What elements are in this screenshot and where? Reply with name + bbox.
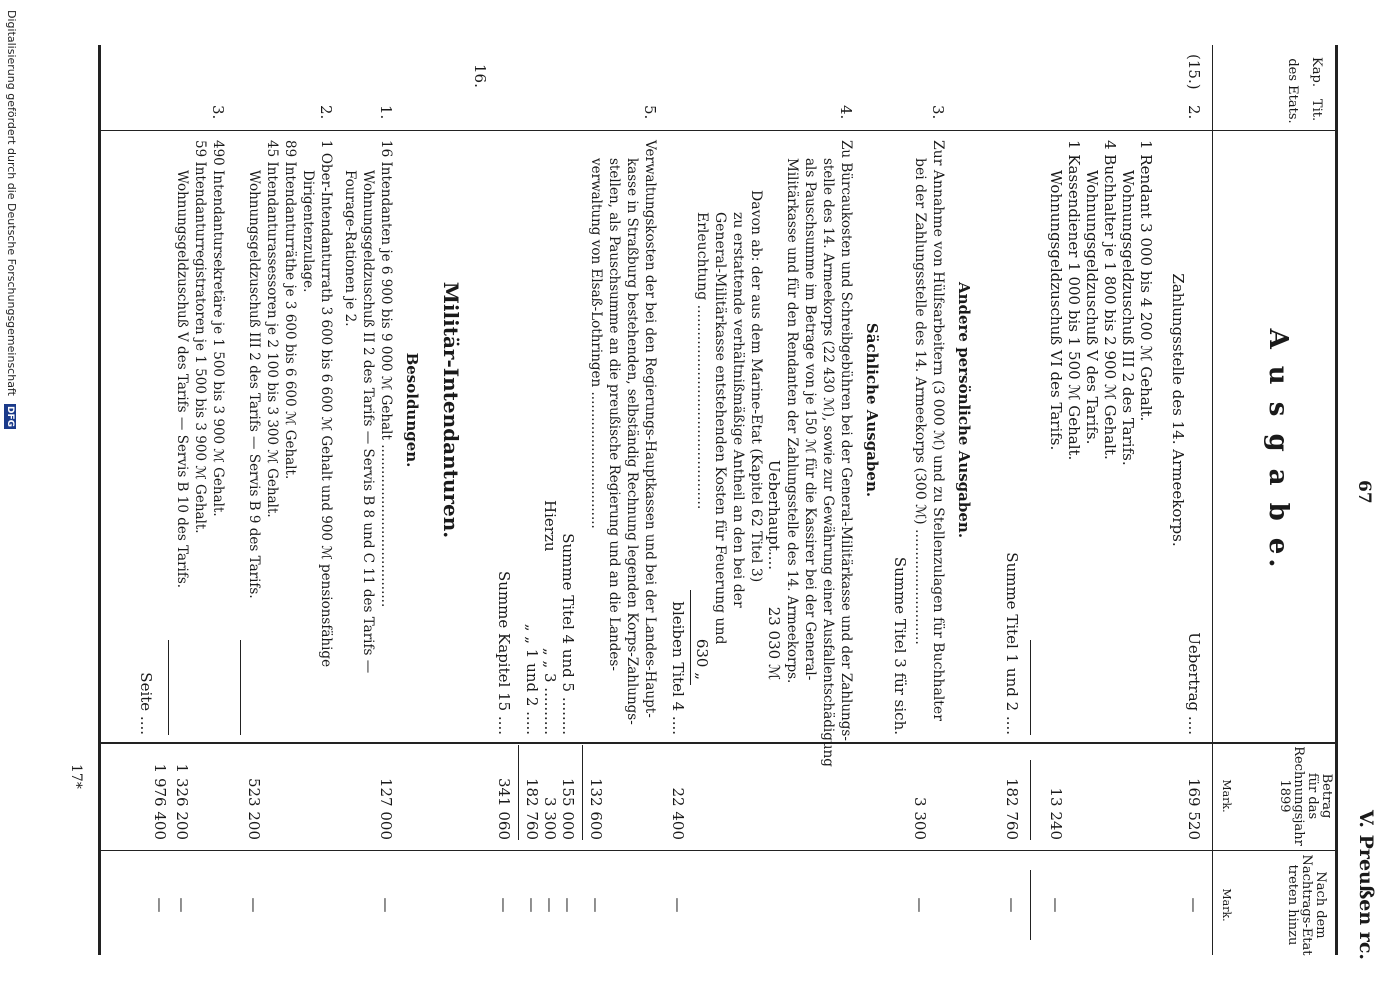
amount-nachtrag: —: [377, 897, 395, 913]
amount-1899: 127 000: [377, 777, 395, 840]
item-line: 490 Intendantursekretäre je 1 500 bis 3 900 ℳ Gehalt.: [210, 140, 226, 517]
amount-1899: 182 760: [1003, 777, 1021, 840]
item-line: Dirigentenzulage.: [300, 170, 316, 293]
item-line: 1 Kassendiener 1 000 bis 1 500 ℳ Gehalt.: [1065, 140, 1083, 461]
amount-1899: 3 300: [911, 797, 929, 840]
amount-nachtrag: —: [495, 897, 513, 913]
section-heading: Zahlungsstelle des 14. Armeekorps.: [1169, 273, 1187, 547]
amount-nachtrag: —: [1185, 897, 1203, 913]
bottom-rule: [98, 45, 101, 955]
sheet-signature: 17*: [68, 764, 84, 789]
amount-1899: 169 520: [1185, 777, 1203, 840]
col-rule-nachtrag: [101, 850, 1338, 851]
hierzu-label: Hierzu: [541, 500, 559, 552]
amount-nachtrag: —: [245, 897, 263, 913]
item-line: bei der Zahlungsstelle des 14. Armeekorps (300 ℳ) ..........................: [912, 158, 928, 645]
amount-1899: 3 300: [541, 797, 559, 840]
sum-label: „ „ 3 ..........: [541, 647, 559, 735]
section-heading: Andere persönliche Ausgaben.: [955, 281, 973, 539]
col-head-nach-dem: Nach dem: [1313, 871, 1328, 939]
item-line: Wohnungsgeldzuschuß V des Tarifs — Servis B 10 des Tarifs.: [174, 170, 190, 589]
amount-1899: 22 400: [669, 787, 687, 840]
sum-label: Summe Kapitel 15 ....: [495, 571, 513, 735]
item-line: 45 Intendanturassessoren je 2 100 bis 3 300 ℳ Gehalt.: [264, 140, 280, 518]
item-line: Fourage-Rationen je 2.: [342, 170, 358, 327]
amount-1899: 1 976 400: [151, 763, 169, 840]
item-line: Wohnungsgeldzuschuß II 2 des Tarifs — Servis B 8 und C 11 des Tarifs —: [360, 170, 376, 674]
sum-rule: [240, 640, 241, 735]
col-head-mark-2: Mark.: [1220, 888, 1233, 922]
item-line: 16 Intendanten je 6 900 bis 9 000 ℳ Gehalt ......................................: [378, 140, 394, 608]
sum-label: Summe Titel 4 und 5 ........: [559, 533, 577, 735]
amount-1899: 155 000: [559, 777, 577, 840]
amount-nachtrag: —: [151, 897, 169, 913]
dfg-logo: DFG: [5, 406, 15, 428]
overall-amount: 23 030 ℳ: [765, 606, 783, 680]
amount-1899: 132 600: [587, 777, 605, 840]
col-head-kap: Kap.: [1309, 57, 1324, 87]
section-heading: Sächliche Ausgaben.: [863, 322, 881, 498]
top-rule: [1335, 45, 1338, 955]
item-line: Wohnungsgeldzuschuß III 2 des Tarifs — Servis B 9 des Tarifs.: [246, 170, 262, 599]
item-line: als Pauschsumme im Betrage von je 150 ℳ für die Kassirer bei der General-: [802, 158, 818, 681]
col-head-treten-hinzu: treten hinzu: [1285, 864, 1300, 946]
amount-nachtrag: —: [523, 897, 541, 913]
amount-nachtrag: —: [541, 897, 559, 913]
item-line: Wohnungsgeldzuschuß III 2 des Tarifs.: [1119, 170, 1137, 466]
col-head-des-etats: des Etats.: [1285, 58, 1300, 124]
sum-rule: [518, 745, 519, 840]
page-total-label: Seite ....: [137, 672, 155, 735]
remain-label: bleiben Titel 4 ....: [669, 601, 687, 735]
item-line: Zu Bürcaukosten und Schreibgebühren bei der General-Militärkasse und der Zahlungs-: [838, 140, 854, 741]
item-line: Verwaltungskosten der bei den Regierungs-Hauptkassen und bei der Landes-Haupt-: [642, 140, 658, 718]
col-head-nachtrags-etat: Nachtrags-Etat: [1299, 854, 1314, 956]
col-head-fuer-das: für das: [1305, 772, 1320, 820]
col-rule-kap: [101, 130, 1338, 131]
sum-rule: [168, 640, 169, 735]
item-line: Davon ab: der aus dem Marine-Etat (Kapitel 62 Titel 3): [748, 190, 764, 583]
item-line: 1 Rendant 3 000 bis 4 200 ℳ Gehalt.: [1137, 140, 1155, 422]
item-line: Erleuchtung ..............................................: [694, 212, 710, 510]
sum-label: Summe Titel 3 für sich.: [891, 556, 909, 735]
sum-rule: [1030, 760, 1031, 840]
section-heading: Besoldungen.: [403, 352, 421, 468]
item-line: kasse in Straßburg bestehenden, selbständig Rechnung legenden Korps-Zahlungs-: [624, 158, 640, 725]
digitization-line: [7, 10, 23, 990]
col-rule-betrag: [101, 742, 1338, 744]
sum-label: Summe Titel 1 und 2 ....: [1003, 552, 1021, 735]
tit-number: 5.: [641, 105, 659, 120]
amount-nachtrag: —: [669, 897, 687, 913]
item-line: 59 Intendanturregistratoren je 1 500 bis 3 900 ℳ Gehalt.: [192, 140, 208, 534]
col-head-mark-1: Mark.: [1220, 779, 1233, 813]
sum-rule: [690, 590, 691, 685]
amount-nachtrag: —: [173, 897, 191, 913]
sum-rule: [1030, 870, 1031, 940]
item-line: Zur Annahme von Hülfsarbeitern (3 000 ℳ) und zu Stellenzulagen für Buchhalter: [930, 140, 946, 721]
tit-number: 2.: [317, 105, 335, 120]
amount-nachtrag: —: [587, 897, 605, 913]
col-head-year: 1899: [1277, 779, 1292, 813]
amount-1899: 13 240: [1047, 787, 1065, 840]
item-line: stellen, als Pauschsumme an die preußische Regierung und an die Landes-: [606, 158, 622, 671]
amount-1899: 523 200: [245, 777, 263, 840]
item-line: 1 Ober-Intendanturrath 3 600 bis 6 600 ℳ Gehalt und 900 ℳ pensionsfähige: [318, 140, 334, 668]
item-line: Wohnungsgeldzuschuß V des Tarifs.: [1083, 170, 1101, 445]
running-head: V. Preußen rc.: [1355, 810, 1377, 960]
section-title: A u s g a b e.: [1263, 328, 1293, 572]
amount-nachtrag: —: [911, 897, 929, 913]
digitization-note: Digitalisierung gefördert durch die Deutsche Forschungsgemeinschaft: [5, 10, 18, 396]
col-head-rechnungsjahr: Rechnungsjahr: [1291, 746, 1306, 846]
chapter-heading: Militär-Intendanturen.: [439, 281, 463, 539]
item-line: General-Militärkasse entstehenden Kosten für Feuerung und: [712, 212, 728, 645]
item-line: 89 Intendanturräthe je 3 600 bis 6 600 ℳ Gehalt.: [282, 140, 298, 480]
item-line: verwaltung von Elsaß-Lothringen ................................: [588, 158, 604, 529]
page-number: 67: [1354, 480, 1374, 504]
amount-1899: 182 760: [523, 777, 541, 840]
tit-number: 3.: [929, 105, 947, 120]
tit-number: 3.: [209, 105, 227, 120]
amount-1899: 341 060: [495, 777, 513, 840]
tit-number: 1.: [377, 105, 395, 120]
tit-number: 2.: [1185, 105, 1203, 120]
sum-rule: [582, 745, 583, 840]
kap-number: 16.: [471, 64, 489, 88]
item-line: 4 Buchhalter je 1 800 bis 2 900 ℳ Gehalt.: [1101, 140, 1119, 460]
carry-over-label: Uebertrag ....: [1185, 632, 1203, 735]
deduct-amount: 630 „: [693, 638, 711, 680]
tit-number: 4.: [837, 105, 855, 120]
amount-nachtrag: —: [1003, 897, 1021, 913]
col-head-betrag: Betrag: [1319, 773, 1334, 819]
amount-nachtrag: —: [1047, 897, 1065, 913]
header-bottom-rule: [1212, 45, 1213, 955]
kap-number: (15.): [1185, 54, 1203, 90]
item-line: zu erstattende verhältnißmäßige Antheil an den bei der: [730, 212, 746, 608]
item-line: Militärkasse und für den Rendanten der Zahlungsstelle des 14. Armeekorps.: [784, 158, 800, 684]
amount-1899: 1 326 200: [173, 763, 191, 840]
amount-nachtrag: —: [559, 897, 577, 913]
item-line: stelle des 14. Armeekorps (22 430 ℳ), sowie zur Gewährung einer Ausfallentschädigung: [820, 158, 836, 767]
item-line: Wohnungsgeldzuschuß VI des Tarifs.: [1047, 170, 1065, 451]
col-head-tit: Tit.: [1309, 98, 1324, 122]
sum-label: „ „ 1 und 2 .....: [523, 623, 541, 735]
overall-label: Ueberhaupt....: [765, 459, 783, 570]
sum-rule: [1030, 640, 1031, 735]
